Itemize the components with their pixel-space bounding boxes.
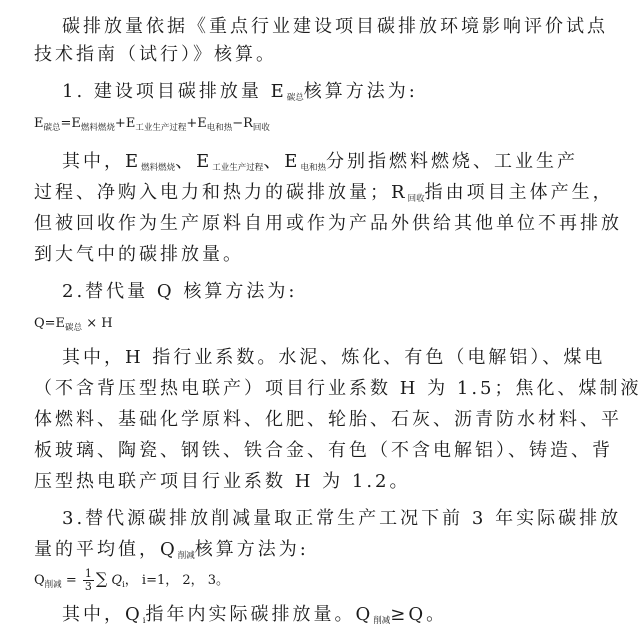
section-2-para-line-5: 压型热电联产项目行业系数 H 为 1.2。 [34,471,411,492]
fraction-one-third: $\frac{1}{3}$ [84,567,92,593]
section-1-para-line-2: 过程、净购入电力和热力的碳排放量；$R_{回收}$指由项目主体产生， [34,182,614,204]
formula-total-emission: $E_{碳总}=E_{燃料燃烧}+E_{工业生产过程}+E_{电和热}-R_{回收}$ [34,116,270,133]
section-3-para: 其中，$Q_i$指年内实际碳排放量。$Q_{削减}\ge Q$。 [62,604,448,626]
formula-substitute-amount: $Q=E_{碳总} \times H$ [34,316,113,333]
formula-reduction-amount: $Q_{削减}$ = $\frac{1}{3}$ ∑ $Q_i$， i=1， 2， 3。 [34,567,230,593]
intro-line-2: 技术指南（试行）》核算。 [34,44,277,65]
section-3-line-2: 量的平均值，$Q_{削减}$核算方法为: [34,539,309,561]
intro-line-1: 碳排放量依据《重点行业建设项目碳排放环境影响评价试点 [62,16,608,37]
section-2-heading: 2.替代量 Q 核算方法为: [62,281,298,302]
section-2-para-line-4: 板玻璃、陶瓷、钢铁、铁合金、有色（不含电解铝）、铸造、背 [34,440,613,461]
section-3-line-1: 3.替代源碳排放削减量取正常生产工况下前 3 年实际碳排放 [62,508,622,529]
section-1-para-line-4: 到大气中的碳排放量。 [34,244,244,265]
section-1-para-line-1: 其中，$E_{燃料燃烧}$、$E_{工业生产过程}$、$E_{电和热}$分别指燃料燃烧、工业生产 [62,151,578,173]
section-2-para-line-1: 其中，H 指行业系数。水泥、炼化、有色（电解铝）、煤电 [62,347,606,368]
section-1-heading: 1. 建设项目碳排放量 $E_{碳总}$核算方法为: [62,81,418,103]
section-2-para-line-3: 体燃料、基础化学原料、化肥、轮胎、石灰、沥青防水材料、平 [34,409,622,430]
section-2-para-line-2: （不含背压型热电联产）项目行业系数 H 为 1.5；焦化、煤制液 [34,378,642,399]
section-1-para-line-3: 但被回收作为生产原料自用或作为产品外供给其他单位不再排放 [34,213,622,234]
